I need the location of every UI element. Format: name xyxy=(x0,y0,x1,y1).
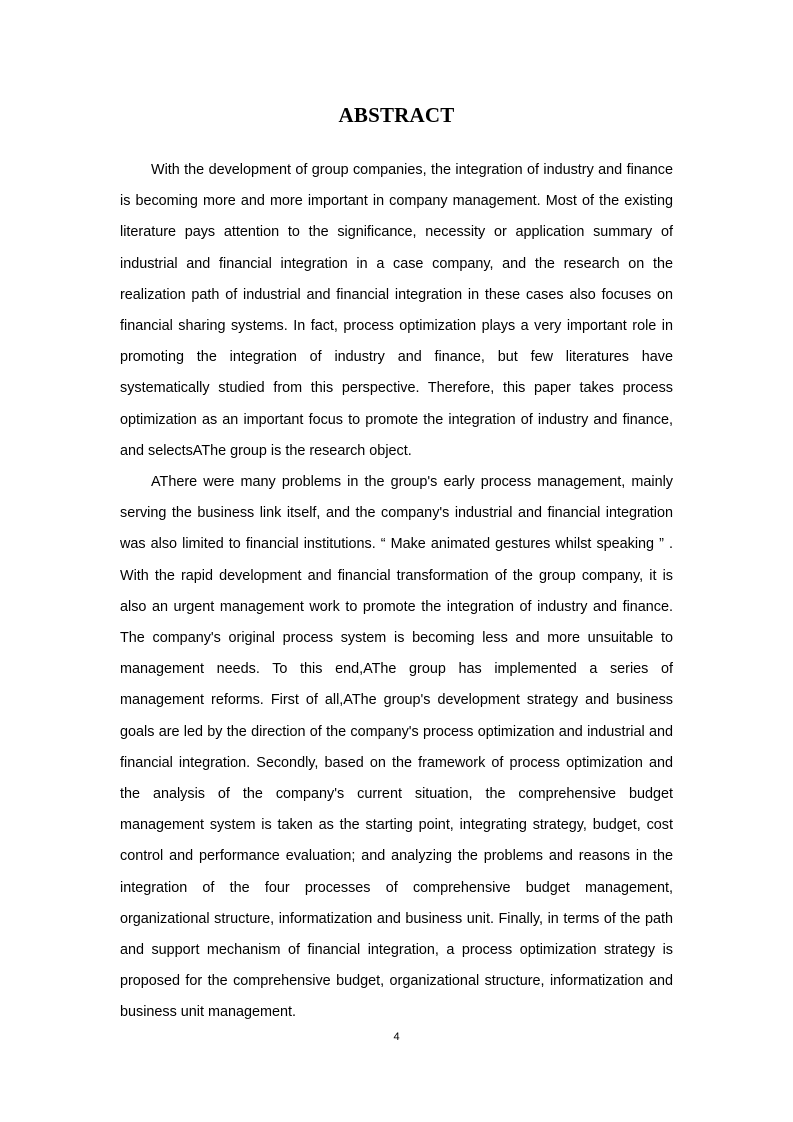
abstract-paragraph-2: AThere were many problems in the group's early process management, mainly serving the business link itself, and the company's industrial and financial integration was also limited to financial institutions. “ Make animated gestures whilst speaking ” . With the rapid development and financial transformation of the group company, it is also an urgent management work to promote the integration of industry and finance. The company's original process system is becoming less and more unsuitable to management needs. To this end,AThe group has implemented a series of management reforms. First of all,AThe group's development strategy and business goals are led by the direction of the company's process optimization and industrial and financial integration. Secondly, based on the framework of process optimization and the analysis of the company's current situation, the comprehensive budget management system is taken as the starting point, integrating strategy, budget, cost control and performance evaluation; and analyzing the problems and reasons in the integration of the four processes of comprehensive budget management, organizational structure, informatization and business unit. Finally, in terms of the path and support mechanism of financial integration, a process optimization strategy is proposed for the comprehensive budget, organizational structure, informatization and business unit management. xyxy=(120,474,673,1021)
abstract-paragraph-1: With the development of group companies, the integration of industry and finance is becoming more and more important in company management. Most of the existing literature pays attention to the significance, necessity or application summary of industrial and financial integration in a case company, and the research on the realization path of industrial and financial integration in these cases also focuses on financial sharing systems. In fact, process optimization plays a very important role in promoting the integration of industry and finance, but few literatures have systematically studied from this perspective. Therefore, this paper takes process optimization as an important focus to promote the integration of industry and finance, and selectsAThe group is the research object. xyxy=(120,162,673,459)
page-number: 4 xyxy=(393,1031,400,1043)
page-title: ABSTRACT xyxy=(338,103,455,127)
abstract-body xyxy=(120,155,673,1029)
